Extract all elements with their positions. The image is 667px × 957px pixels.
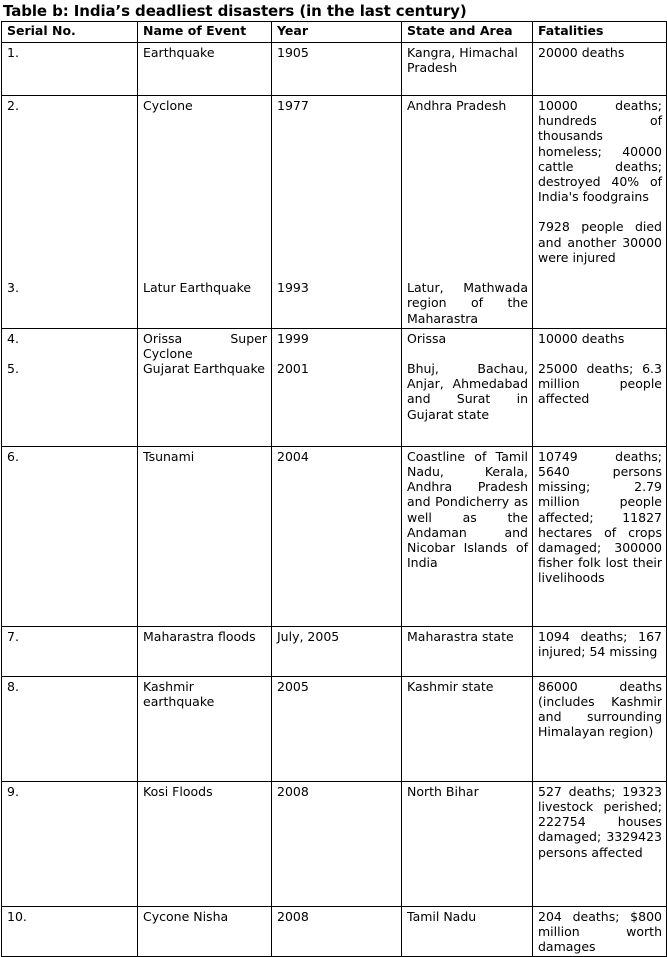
cell-text: North Bihar bbox=[407, 783, 479, 799]
cell-text: Kashmir state bbox=[407, 678, 494, 694]
cell-state bbox=[402, 906, 533, 957]
column-header-fatalities: Fatalities bbox=[533, 22, 667, 43]
column-header-year: Year bbox=[272, 22, 402, 43]
spacer bbox=[277, 346, 397, 361]
table-title: Table b: India’s deadliest disasters (in the last century) bbox=[3, 2, 467, 20]
table-row bbox=[2, 676, 667, 781]
table-row bbox=[2, 43, 667, 96]
cell-state bbox=[402, 43, 533, 96]
spacer bbox=[7, 113, 133, 280]
cell-state bbox=[402, 446, 533, 626]
cell-year bbox=[272, 328, 402, 446]
cell-text: 5. bbox=[7, 361, 19, 377]
column-header-event: Name of Event bbox=[138, 22, 272, 43]
cell-event bbox=[138, 906, 272, 957]
cell-text: Cycone Nisha bbox=[143, 908, 229, 924]
cell-text: Orissa bbox=[407, 330, 447, 346]
spacer bbox=[538, 204, 662, 219]
cell-text: 2001 bbox=[277, 361, 309, 377]
cell-text: 2005 bbox=[277, 678, 309, 694]
cell-event bbox=[138, 626, 272, 676]
cell-year bbox=[272, 626, 402, 676]
cell-serial bbox=[2, 446, 138, 626]
cell-fatalities bbox=[533, 626, 667, 676]
table-header-row bbox=[2, 22, 667, 43]
spacer bbox=[7, 346, 133, 361]
cell-event bbox=[138, 676, 272, 781]
cell-text: 1905 bbox=[277, 45, 309, 60]
cell-text: 10. bbox=[7, 908, 27, 924]
cell-year bbox=[272, 781, 402, 906]
cell-text: 7. bbox=[7, 628, 19, 644]
cell-text: 2. bbox=[7, 98, 19, 113]
cell-year bbox=[272, 43, 402, 96]
cell-text: Kashmir earthquake bbox=[143, 678, 215, 710]
cell-state bbox=[402, 781, 533, 906]
cell-event bbox=[138, 781, 272, 906]
cell-event bbox=[138, 446, 272, 626]
cell-fatalities bbox=[533, 96, 667, 329]
cell-text: 10000 deaths bbox=[538, 330, 625, 346]
cell-text: 2008 bbox=[277, 908, 309, 924]
cell-text: 3. bbox=[7, 280, 19, 296]
cell-year bbox=[272, 96, 402, 329]
cell-fatalities bbox=[533, 676, 667, 781]
cell-text: Gujarat Earthquake bbox=[143, 361, 265, 377]
cell-text: Cyclone bbox=[143, 98, 193, 113]
cell-fatalities bbox=[533, 446, 667, 626]
spacer bbox=[407, 346, 528, 361]
cell-year bbox=[272, 676, 402, 781]
cell-text: July, 2005 bbox=[277, 628, 340, 644]
cell-event bbox=[138, 43, 272, 96]
cell-event bbox=[138, 96, 272, 329]
cell-text: Kosi Floods bbox=[143, 783, 213, 799]
cell-text: Earthquake bbox=[143, 45, 215, 60]
cell-text: 20000 deaths bbox=[538, 45, 625, 60]
cell-text: Tsunami bbox=[143, 448, 195, 464]
spacer bbox=[538, 346, 662, 361]
cell-text: 86000 deaths (includes Kashmir and surrounding Himalayan region) bbox=[538, 678, 662, 740]
cell-text: 1993 bbox=[277, 280, 309, 296]
cell-text: 1094 deaths; 167 injured; 54 missing bbox=[538, 628, 662, 660]
cell-serial bbox=[2, 676, 138, 781]
cell-text: Maharastra floods bbox=[143, 628, 256, 644]
cell-text: Tamil Nadu bbox=[407, 908, 477, 924]
cell-event bbox=[138, 328, 272, 446]
cell-text: Coastline of Tamil Nadu, Kerala, Andhra Pradesh and Pondicherry as well as the Andaman and Nicobar Islands of India bbox=[407, 448, 528, 571]
cell-fatalities bbox=[533, 906, 667, 957]
column-header-state: State and Area bbox=[402, 22, 533, 43]
disasters-table bbox=[1, 21, 667, 957]
cell-text: 2008 bbox=[277, 783, 309, 799]
table-row bbox=[2, 446, 667, 626]
cell-text: 7928 people died and another 30000 were injured bbox=[538, 219, 662, 265]
cell-text: 9. bbox=[7, 783, 19, 799]
cell-text: Bhuj, Bachau, Anjar, Ahmedabad and Surat in Gujarat state bbox=[407, 361, 528, 422]
cell-serial bbox=[2, 626, 138, 676]
cell-serial bbox=[2, 96, 138, 329]
cell-serial bbox=[2, 328, 138, 446]
cell-year bbox=[272, 446, 402, 626]
cell-text: 1. bbox=[7, 45, 19, 60]
cell-serial bbox=[2, 781, 138, 906]
cell-text: 10000 deaths; hundreds of thousands homeless; 40000 cattle deaths; destroyed 40% of India's foodgrains bbox=[538, 98, 662, 205]
cell-serial bbox=[2, 43, 138, 96]
cell-fatalities bbox=[533, 328, 667, 446]
cell-text: 8. bbox=[7, 678, 19, 694]
cell-text: 2004 bbox=[277, 448, 309, 464]
cell-text: Maharastra state bbox=[407, 628, 514, 644]
cell-text: Latur, Mathwada region of the Maharastra bbox=[407, 280, 528, 326]
cell-state bbox=[402, 676, 533, 781]
cell-text: Andhra Pradesh bbox=[407, 98, 507, 113]
cell-state bbox=[402, 626, 533, 676]
column-header-serial: Serial No. bbox=[2, 22, 138, 43]
cell-text: 4. bbox=[7, 330, 19, 346]
cell-text: 527 deaths; 19323 livestock perished; 222754 houses damaged; 3329423 persons affected bbox=[538, 783, 662, 860]
cell-state bbox=[402, 96, 533, 329]
cell-year bbox=[272, 906, 402, 957]
cell-fatalities bbox=[533, 43, 667, 96]
cell-state bbox=[402, 328, 533, 446]
cell-text: 1999 bbox=[277, 330, 309, 346]
cell-text: Orissa Super Cyclone bbox=[143, 330, 267, 362]
spacer bbox=[277, 113, 397, 280]
cell-fatalities bbox=[533, 781, 667, 906]
spacer bbox=[143, 113, 267, 280]
cell-text: Latur Earthquake bbox=[143, 280, 252, 296]
cell-text: 204 deaths; $800 million worth damages bbox=[538, 908, 662, 955]
cell-text: 6. bbox=[7, 448, 19, 464]
spacer bbox=[407, 113, 528, 280]
table-row bbox=[2, 781, 667, 906]
table-row bbox=[2, 906, 667, 957]
cell-text: 10749 deaths; 5640 persons missing; 2.79 million people affected; 11827 hectares of crops damaged; 300000 fisher folk lost their livelihoods bbox=[538, 448, 662, 586]
cell-text: Kangra, Himachal Pradesh bbox=[407, 45, 518, 76]
cell-serial bbox=[2, 906, 138, 957]
cell-text: 1977 bbox=[277, 98, 309, 113]
table-row bbox=[2, 626, 667, 676]
table-row-group bbox=[2, 96, 667, 329]
cell-text: 25000 deaths; 6.3 million people affected bbox=[538, 361, 662, 407]
table-row-group bbox=[2, 328, 667, 446]
